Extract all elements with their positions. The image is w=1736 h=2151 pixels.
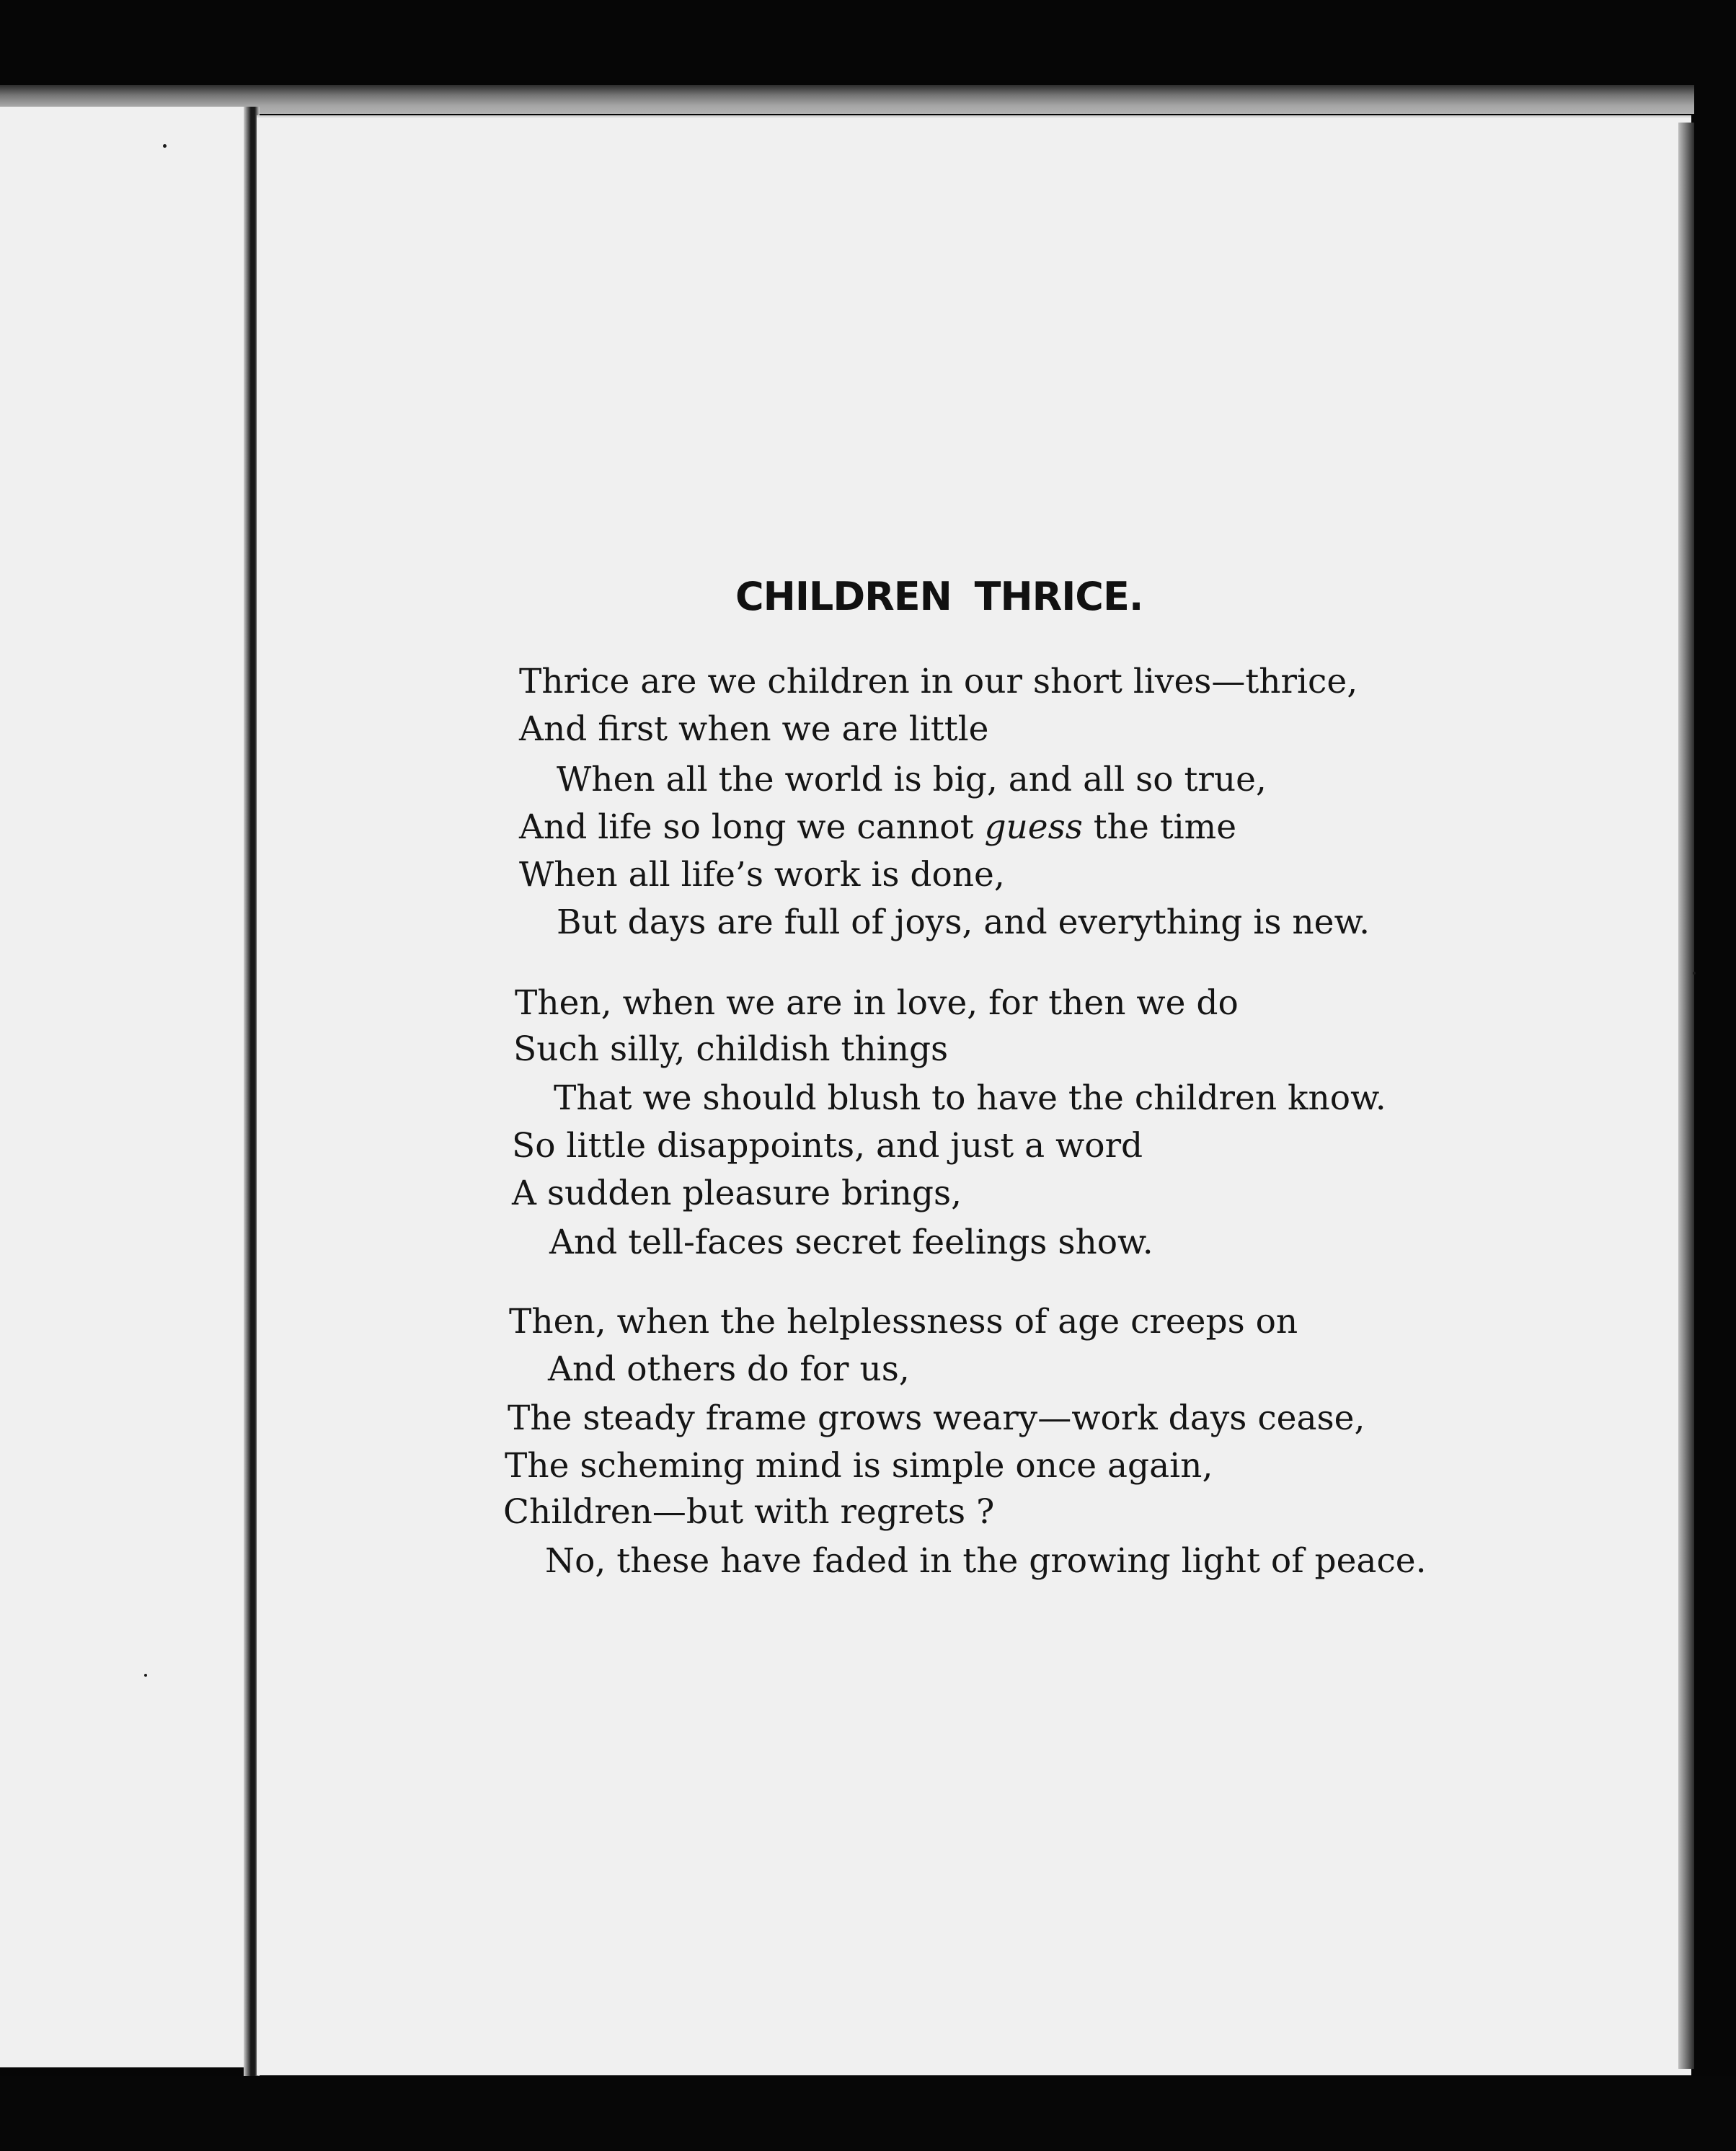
poem-line: But days are full of joys, and everything is new.: [557, 902, 1370, 942]
poem-line: The steady frame grows weary—work days cease,: [508, 1398, 1365, 1438]
poem-title: CHILDREN THRICE.: [735, 574, 1143, 619]
poem-line: [519, 807, 1237, 847]
poem-line-text: And life so long we cannot: [519, 807, 985, 847]
poem-line: Then, when we are in love, for then we do: [515, 983, 1239, 1023]
poem-line: And others do for us,: [548, 1349, 910, 1389]
poem-line: That we should blush to have the children know.: [554, 1078, 1386, 1118]
poem-line: So little disappoints, and just a word: [512, 1126, 1143, 1166]
poem-line: Then, when the helplessness of age creeps on: [509, 1302, 1298, 1341]
poem-line: When all life’s work is done,: [519, 855, 1005, 895]
poem-line: Thrice are we children in our short lives—thrice,: [519, 662, 1358, 701]
poem-line: No, these have faded in the growing light of peace.: [545, 1541, 1427, 1581]
poem-line: And tell-faces secret feelings show.: [549, 1223, 1153, 1262]
poem-line-emphasis: guess: [984, 807, 1083, 847]
poem-line: Such silly, childish things: [513, 1029, 949, 1069]
poem-line: A sudden pleasure brings,: [512, 1174, 962, 1213]
poem-line-text: the time: [1082, 807, 1237, 847]
poem-line: When all the world is big, and all so true,: [557, 760, 1267, 799]
poem-line: And first when we are little: [519, 709, 989, 749]
poem-line: Children—but with regrets ?: [503, 1492, 995, 1532]
poem-line: The scheming mind is simple once again,: [505, 1446, 1213, 1486]
